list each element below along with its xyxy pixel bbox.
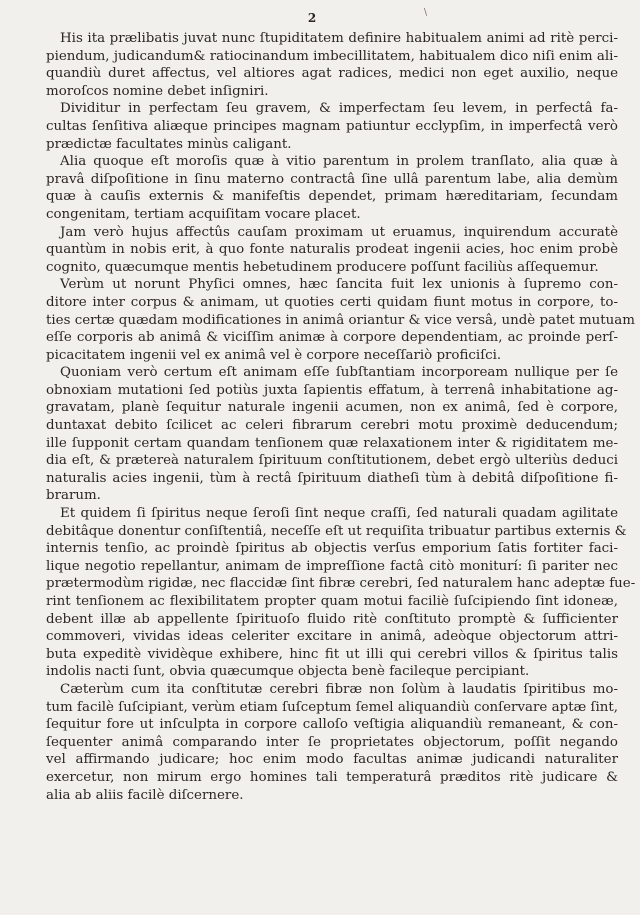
paragraph — [46, 681, 618, 804]
text-line: picacitatem ingenii vel ex animâ vel è corpore neceſſariò proficiſci. — [46, 347, 502, 363]
text-line: obnoxiam mutationi ſed potiùs juxta ſapientis effatum, à terrenâ inhabitatione ag- — [46, 382, 618, 398]
text-line: piendum, judicandum& ratiocinandum imbecillitatem, habitualem dico niſi enim ali- — [46, 48, 618, 64]
text-line: naturalis acies ingenii, tùm à rectâ ſpirituum diatheſi tùm à debitâ diſpoſitione fi- — [46, 470, 618, 486]
paragraph — [46, 276, 635, 364]
text-line: buta expeditè vividèque exhibere, hinc fit ut illi qui cerebri villos & ſpiritus talis — [46, 646, 618, 662]
text-line: cognito, quæcumque mentis hebetudinem producere poſſunt faciliùs aſſequemur. — [46, 259, 599, 275]
text-line: Dividitur in perfectam ſeu gravem, & imperfectam ſeu levem, in perfectâ fa- — [60, 101, 618, 117]
text-line: ſequenter animâ comparando inter ſe proprietates objectorum, poſſit negando — [46, 734, 618, 750]
text-line: congenitam, tertiam acquiſitam vocare placet. — [46, 206, 361, 222]
text-line: indolis nacti ſunt, obvia quæcumque objecta benè facileque percipiant. — [46, 664, 530, 680]
text-line: debitâque donentur conſiſtentiâ, neceſſe eſt ut requiſita tribuatur partibus externis & — [46, 523, 627, 539]
text-line: tum facilè ſuſcipiant, verùm etiam ſuſceptum ſemel aliquandiù conſervare aptæ ſint, — [46, 699, 618, 715]
text-line: Alia quoque eſt moroſis quæ à vitio parentum in prolem tranſlato, alia quæ à — [60, 154, 618, 170]
text-line: Quoniam verò certum eſt animam eſſe ſubſtantiam incorpoream nullique per ſe — [60, 365, 618, 381]
text-line: commoveri, vividas ideas celeriter excitare in animâ, adeòque objectorum attri- — [46, 629, 618, 645]
paragraph — [46, 153, 618, 223]
text-line: cultas ſenſitiva aliæque principes magnam patiuntur ecclypſim, in imperfectâ verò — [46, 118, 618, 134]
text-line: moroſcos nomine debet inſigniri. — [46, 83, 269, 99]
text-line: lique negotio repellantur, animam de impreſſione factâ citò moniturí: ſi pariter nec — [46, 558, 618, 574]
page-number-text: 2 — [307, 11, 317, 25]
text-line: quantùm in nobis erit, à quo fonte naturalis prodeat ingenii acies, hoc enim probè — [46, 242, 618, 258]
text-line: dia eſt, & prætereà naturalem ſpirituum conſtitutionem, debet ergò ulteriùs deduci — [46, 453, 618, 469]
text-line: ille ſupponit certam quandam tenſionem quæ relaxationem inter & rigiditatem me- — [46, 435, 618, 451]
text-line: ditore inter corpus & animam, ut quoties certi quidam fiunt motus in corpore, to- — [46, 294, 618, 310]
text-line: prætermodùm rigidæ, nec flaccidæ ſint fibræ cerebri, ſed naturalem hanc adeptæ fue- — [46, 576, 636, 592]
text-line: eſſe corporis ab animâ & viciſſim animæ à corpore dependentiam, ac proinde perſ- — [46, 330, 618, 346]
text-line: pravâ diſpoſitione in ſinu materno contractâ ſine ullâ parentum labe, alia demùm — [46, 171, 618, 187]
text-line: Cæterùm cum ita conſtitutæ cerebri fibræ non ſolùm à laudatis ſpiritibus mo- — [60, 681, 618, 697]
text-line: Verùm ut norunt Phyſici omnes, hæc ſancita fuit lex unionis à ſupremo con- — [60, 277, 618, 293]
text-line: gravatam, planè ſequitur naturale ingenii acumen, non ex animâ, ſed è corpore, — [46, 400, 618, 416]
text-line: debent illæ ab appellente ſpirituoſo fluido ritè conſtituto promptè & ſufficienter — [46, 611, 618, 627]
text-line: internis tenſio, ac proindè ſpiritus ab objectis verſus emporium ſatis fortiter faci- — [46, 541, 618, 557]
text-line: quandiù duret affectus, vel altiores agat radices, medici non eget auxilio, neque — [46, 66, 618, 82]
paragraph — [46, 505, 636, 681]
text-line: Jam verò hujus affectûs cauſam proximam ut eruamus, inquirendum accuratè — [60, 224, 618, 240]
paragraph — [46, 224, 618, 277]
stray-mark: \ — [424, 8, 428, 18]
text-line: His ita prælibatis juvat nunc ſtupiditatem definire habitualem animi ad ritè perci- — [60, 31, 618, 46]
page-number — [6, 6, 618, 30]
text-line: brarum. — [46, 488, 101, 504]
paragraph — [46, 100, 618, 153]
text-line: Et quidem ſi ſpiritus neque ſeroſi ſint neque craſſi, ſed naturali quadam agilitate — [60, 506, 618, 522]
text-line: ties certæ quædam modificationes in animâ oriantur & vice versâ, undè patet mutuam — [46, 312, 635, 328]
paragraph — [46, 364, 618, 505]
text-line: alia ab aliis facilè diſcernere. — [46, 787, 244, 803]
paragraph — [46, 30, 618, 100]
text-line: exercetur, non mirum ergo homines tali temperaturâ præditos ritè judicare & — [46, 769, 618, 785]
text-line: vel affirmando judicare; hoc enim modo facultas animæ judicandi naturaliter — [46, 752, 618, 768]
text-line: duntaxat debito ſcilicet ac celeri fibrarum cerebri motu proximè deducendum; — [46, 418, 618, 434]
text-line: quæ à cauſis externis & manifeſtis dependet, primam hæreditariam, ſecundam — [46, 189, 618, 205]
text-line: ſequitur fore ut inſculpta in corpore calloſo veſtigia aliquandiù remaneant, & con- — [46, 717, 618, 733]
text-line: prædictæ facultates minùs caligant. — [46, 136, 292, 152]
text-line: rint tenſionem ac flexibilitatem propter quam motui faciliè ſuſcipiendo ſint idoneæ, — [46, 594, 618, 609]
body-text — [46, 30, 636, 804]
